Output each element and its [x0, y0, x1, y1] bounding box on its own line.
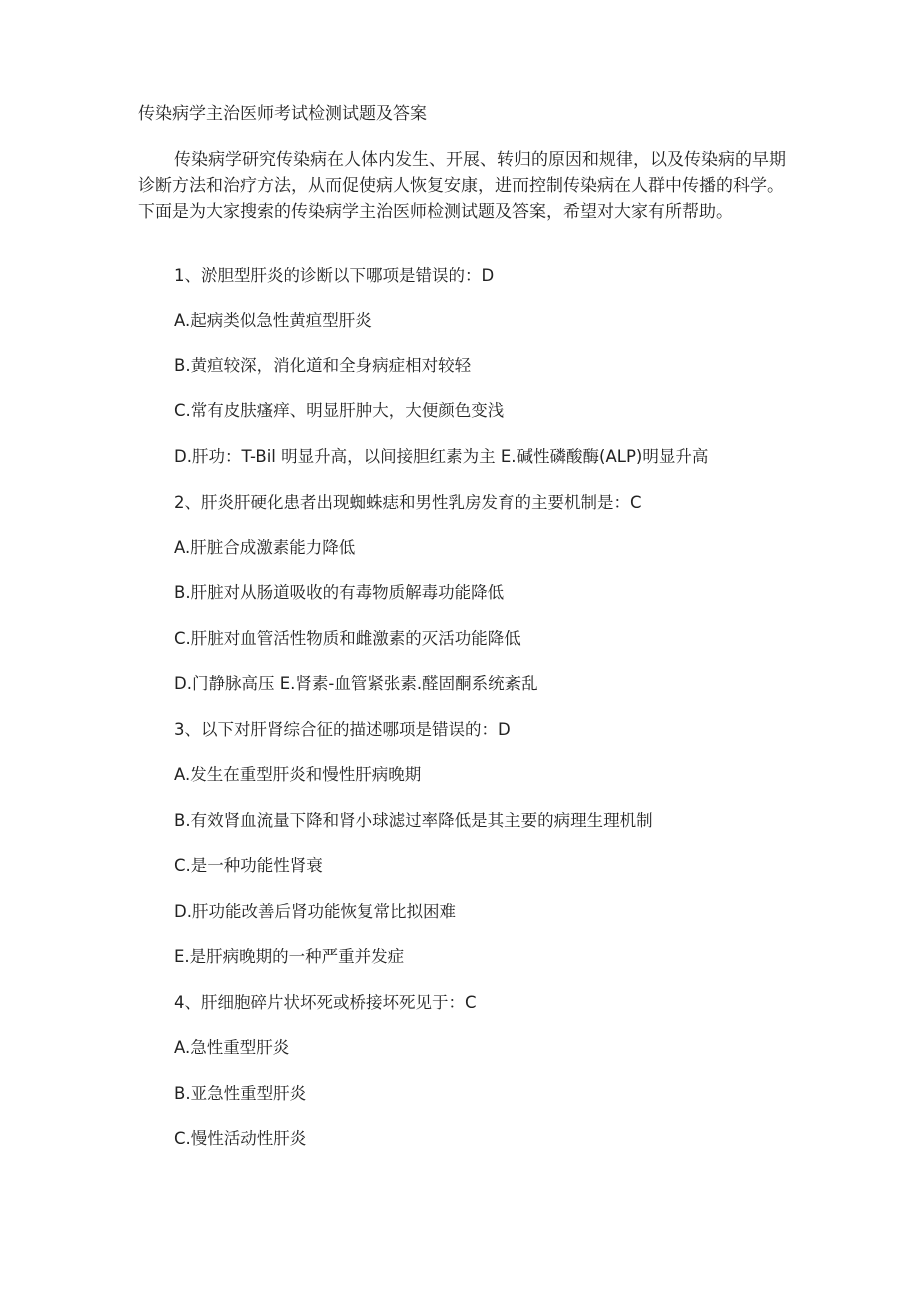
question-4-option-a: A.急性重型肝炎 — [174, 1038, 290, 1057]
question-1-option-b: B.黄疸较深，消化道和全身病症相对较轻 — [174, 356, 472, 375]
question-2-option-b: B.肝脏对从肠道吸收的有毒物质解毒功能降低 — [174, 583, 505, 602]
question-2-option-d: D.门静脉高压 E.肾素-血管紧张素.醛固酮系统紊乱 — [174, 674, 538, 693]
question-3-option-d: D.肝功能改善后肾功能恢复常比拟困难 — [174, 902, 456, 921]
question-3-option-c: C.是一种功能性肾衰 — [174, 856, 323, 875]
question-2-option-a: A.肝脏合成激素能力降低 — [174, 538, 356, 557]
question-2-option-c: C.肝脏对血管活性物质和雌激素的灭活功能降低 — [174, 629, 521, 648]
question-4-option-c: C.慢性活动性肝炎 — [174, 1129, 307, 1148]
question-4-option-b: B.亚急性重型肝炎 — [174, 1084, 307, 1103]
question-3-option-a: A.发生在重型肝炎和慢性肝病晚期 — [174, 765, 422, 784]
question-2-stem: 2、肝炎肝硬化患者出现蜘蛛痣和男性乳房发育的主要机制是：C — [174, 493, 642, 512]
question-1-option-c: C.常有皮肤瘙痒、明显肝肿大，大便颜色变浅 — [174, 401, 505, 420]
question-1-option-a: A.起病类似急性黄疸型肝炎 — [174, 311, 372, 330]
question-3-option-b: B.有效肾血流量下降和肾小球滤过率降低是其主要的病理生理机制 — [174, 811, 653, 830]
question-3-stem: 3、以下对肝肾综合征的描述哪项是错误的：D — [174, 720, 511, 739]
intro-paragraph: 传染病学研究传染病在人体内发生、开展、转归的原因和规律，以及传染病的早期诊断方法和治疗方法，从而促使病人恢复安康，进而控制传染病在人群中传播的科学。下面是为大家搜索的传染病学主治医师检测试题及答案，希望对大家有所帮助。 — [138, 150, 786, 222]
question-3-option-e: E.是肝病晚期的一种严重并发症 — [174, 947, 405, 966]
question-1-stem: 1、淤胆型肝炎的诊断以下哪项是错误的：D — [174, 266, 495, 285]
question-4-stem: 4、肝细胞碎片状坏死或桥接坏死见于：C — [174, 993, 477, 1012]
document-title: 传染病学主治医师考试检测试题及答案 — [138, 104, 427, 124]
question-1-option-d: D.肝功：T-Bil 明显升高，以间接胆红素为主 E.碱性磷酸酶(ALP)明显升高 — [174, 447, 709, 466]
